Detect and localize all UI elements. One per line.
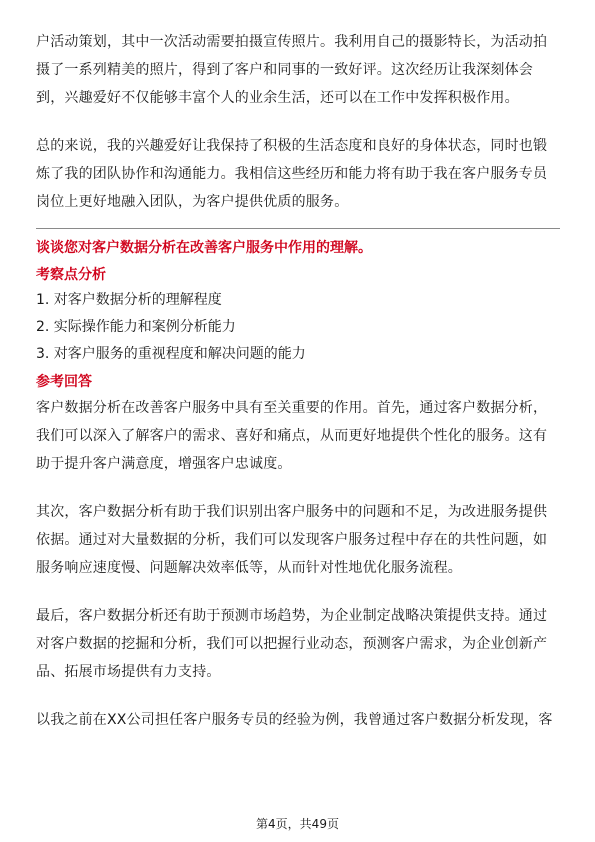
answer-paragraph: 客户数据分析在改善客户服务中具有至关重要的作用。首先，通过客户数据分析，我们可以深入了解客户的需求、喜好和痛点，从而更好地提供个性化的服务。这有助于提升客户满意度，增强客户忠诚度。 [36,400,548,472]
analysis-heading: 考察点分析 [36,267,106,283]
analysis-item: 2. 实际操作能力和案例分析能力 [36,319,236,335]
intro-paragraph: 户活动策划，其中一次活动需要拍摄宣传照片。我利用自己的摄影特长，为活动拍摄了一系列精美的照片，得到了客户和同事的一致好评。这次经历让我深刻体会到，兴趣爱好不仅能够丰富个人的业余生活，还可以在工作中发挥积极作用。 [36,34,548,106]
question-title: 谈谈您对客户数据分析在改善客户服务中作用的理解。 [36,240,372,256]
analysis-item: 3. 对客户服务的重视程度和解决问题的能力 [36,346,306,362]
intro-paragraph: 总的来说，我的兴趣爱好让我保持了积极的生活态度和良好的身体状态，同时也锻炼了我的团队协作和沟通能力。我相信这些经历和能力将有助于我在客户服务专员岗位上更好地融入团队，为客户提供优质的服务。 [36,138,548,210]
document-page [36,28,560,734]
page-number: 第4页，共49页 [256,817,339,831]
analysis-item: 1. 对客户数据分析的理解程度 [36,292,222,308]
section-divider [36,228,560,229]
answer-heading: 参考回答 [36,374,92,390]
answer-paragraph: 最后，客户数据分析还有助于预测市场趋势，为企业制定战略决策提供支持。通过对客户数据的挖掘和分析，我们可以把握行业动态，预测客户需求，为企业创新产品、拓展市场提供有力支持。 [36,608,548,680]
answer-paragraph: 以我之前在XX公司担任客户服务专员的经验为例，我曾通过客户数据分析发现，客 [36,712,553,728]
answer-paragraph: 其次，客户数据分析有助于我们识别出客户服务中的问题和不足，为改进服务提供依据。通过对大量数据的分析，我们可以发现客户服务过程中存在的共性问题，如服务响应速度慢、问题解决效率低等，从而针对性地优化服务流程。 [36,504,548,576]
